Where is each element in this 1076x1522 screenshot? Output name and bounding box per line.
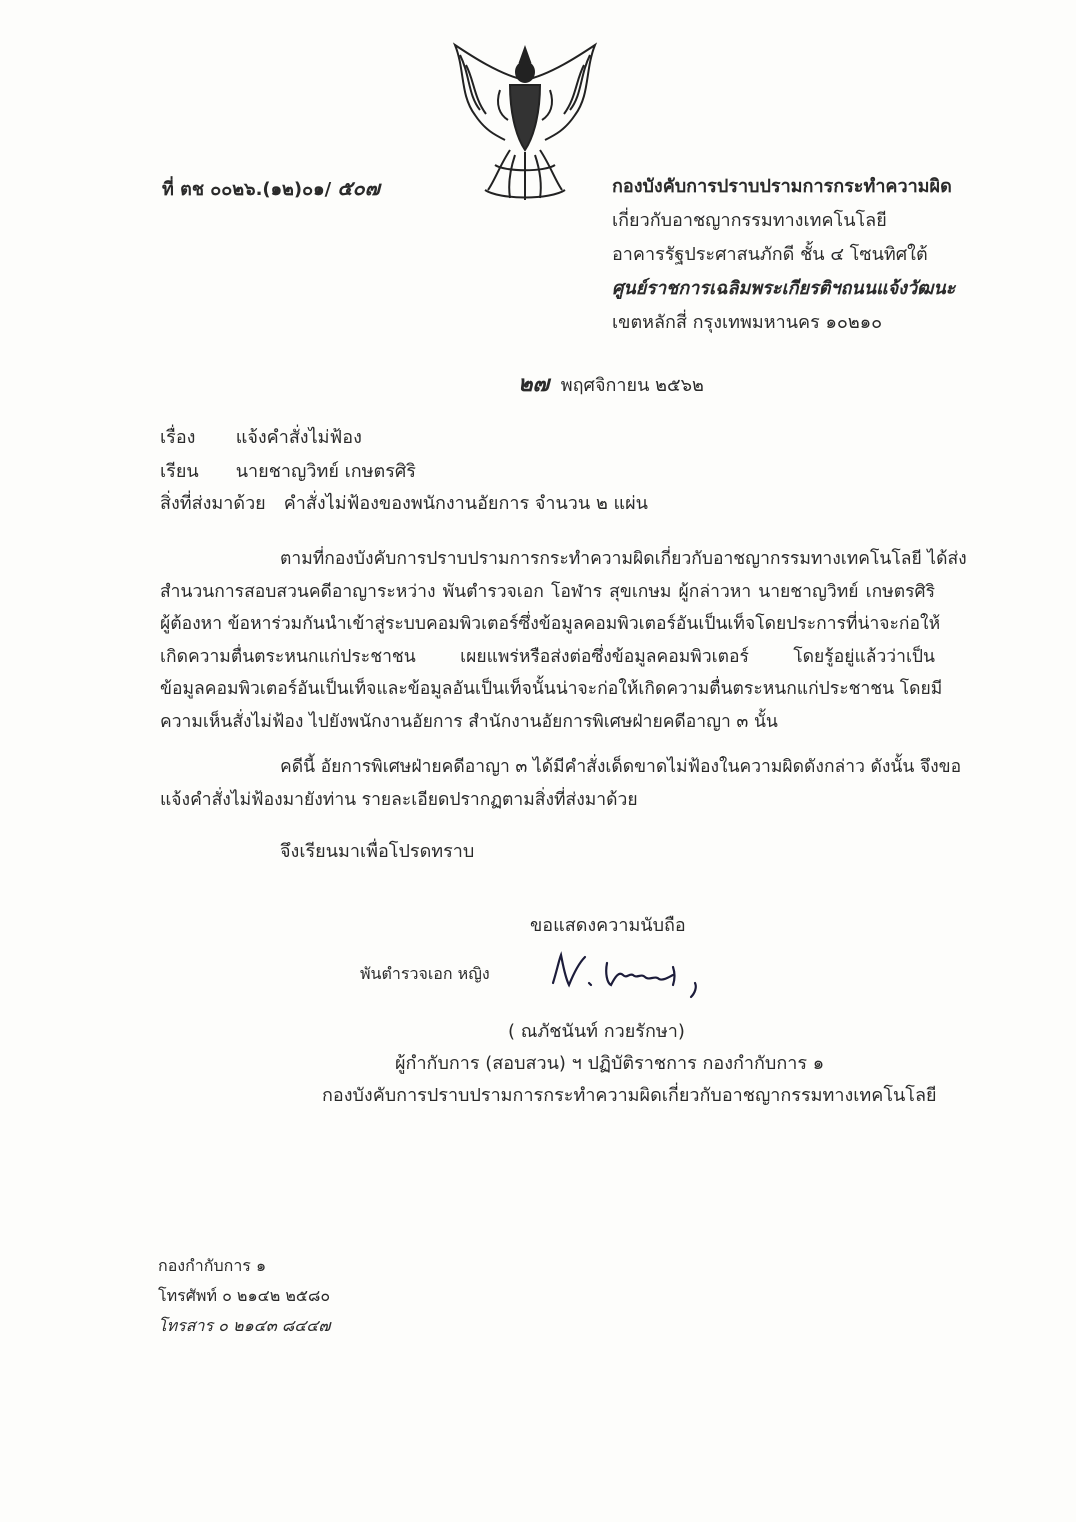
subject-row xyxy=(160,422,362,451)
paragraph-line: ตามที่กองบังคับการปราบปรามการกระทำความผิดเกี่ยวกับอาชญากรรมทางเทคโนโลยี ได้ส่ง xyxy=(280,549,967,569)
paragraph-line: สำนวนการสอบสวนคดีอาญาระหว่าง พันตำรวจเอก โอฬาร สุขเกษม ผู้กล่าวหา นายชาญวิทย์ เกษตรศิริ xyxy=(160,581,935,602)
footer-division: กองกำกับการ ๑ xyxy=(158,1256,267,1275)
signer-name: ( ณภัชนันท์ กวยรักษา) xyxy=(508,1021,685,1042)
paragraph-line: ความเห็นสั่งไม่ฟ้อง ไปยังพนักงานอัยการ สำนักงานอัยการพิเศษฝ่ายคดีอาญา ๓ นั้น xyxy=(160,711,778,732)
handwritten-signature xyxy=(545,945,715,1005)
signer-position-2: กองบังคับการปราบปรามการกระทำความผิดเกี่ยวกับอาชญากรรมทางเทคโนโลยี xyxy=(322,1085,937,1106)
paragraph-line: ข้อมูลคอมพิวเตอร์อันเป็นเท็จและข้อมูลอันเป็นเท็จนั้นน่าจะก่อให้เกิดความตื่นตระหนกแก่ประชาชน โดยมี xyxy=(160,679,943,699)
garuda-emblem xyxy=(440,40,610,205)
footer-phone: โทรศัพท์ ๐ ๒๑๔๒ ๒๕๘๐ xyxy=(158,1286,331,1305)
sender-line: เขตหลักสี่ กรุงเทพมหานคร ๑๐๒๑๐ xyxy=(612,312,883,333)
body-paragraph-1 xyxy=(160,543,967,738)
document-number xyxy=(162,172,380,204)
paragraph-line: แจ้งคำสั่งไม่ฟ้องมายังท่าน รายละเอียดปรากฏตามสิ่งที่ส่งมาด้วย xyxy=(160,789,638,810)
document-number-prefix: ที่ ตช ๐๐๒๖.(๑๒)๐๑/ xyxy=(162,179,332,200)
recipient-label: เรียน xyxy=(160,461,199,482)
date-month-year: พฤศจิกายน ๒๕๖๒ xyxy=(560,375,704,396)
paragraph-line: ผู้ต้องหา ข้อหาร่วมกันนำเข้าสู่ระบบคอมพิวเตอร์ซึ่งข้อมูลคอมพิวเตอร์อันเป็นเท็จโดยประการที่น่าจะก่อให้ xyxy=(160,614,941,634)
sender-line: กองบังคับการปราบปรามการกระทำความผิด xyxy=(612,176,952,197)
footer-fax: โทรสาร ๐ ๒๑๔๓ ๘๔๔๗ xyxy=(158,1316,331,1335)
paragraph-line: เกิดความตื่นตระหนกแก่ประชาชน เผยแพร่หรือส่งต่อซึ่งข้อมูลคอมพิวเตอร์ โดยรู้อยู่แล้วว่าเป็น xyxy=(160,646,935,667)
document-number-handwritten: ๕๐๗ xyxy=(337,176,380,200)
enclosure-value: คำสั่งไม่ฟ้องของพนักงานอัยการ จำนวน ๒ แผ่น xyxy=(283,493,648,514)
signer-position-1: ผู้กำกับการ (สอบสวน) ฯ ปฏิบัติราชการ กองกำกับการ ๑ xyxy=(395,1053,825,1074)
regards-line: ขอแสดงความนับถือ xyxy=(530,915,686,936)
sender-address xyxy=(612,170,955,340)
enclosure-row xyxy=(160,488,648,517)
subject-label: เรื่อง xyxy=(160,427,196,448)
closing-line: จึงเรียนมาเพื่อโปรดทราบ xyxy=(280,841,475,862)
sender-line: เกี่ยวกับอาชญากรรมทางเทคโนโลยี xyxy=(612,210,887,231)
enclosure-label: สิ่งที่ส่งมาด้วย xyxy=(160,493,266,514)
recipient-value: นายชาญวิทย์ เกษตรศิริ xyxy=(235,461,416,482)
date-day-handwritten: ๒๗ xyxy=(518,371,550,397)
letter-date xyxy=(518,366,704,401)
subject-value: แจ้งคำสั่งไม่ฟ้อง xyxy=(235,427,362,448)
recipient-row xyxy=(160,456,416,485)
body-paragraph-2 xyxy=(160,751,962,816)
signer-rank: พันตำรวจเอก หญิง xyxy=(360,964,490,983)
sender-line: อาคารรัฐประศาสนภักดี ชั้น ๔ โซนทิศใต้ xyxy=(612,244,928,265)
paragraph-line: คดีนี้ อัยการพิเศษฝ่ายคดีอาญา ๓ ได้มีคำสั่งเด็ดขาดไม่ฟ้องในความผิดดังกล่าว ดังนั้น จึงขอ xyxy=(280,757,962,777)
sender-line: ศูนย์ราชการเฉลิมพระเกียรติฯถนนแจ้งวัฒนะ xyxy=(612,278,956,299)
